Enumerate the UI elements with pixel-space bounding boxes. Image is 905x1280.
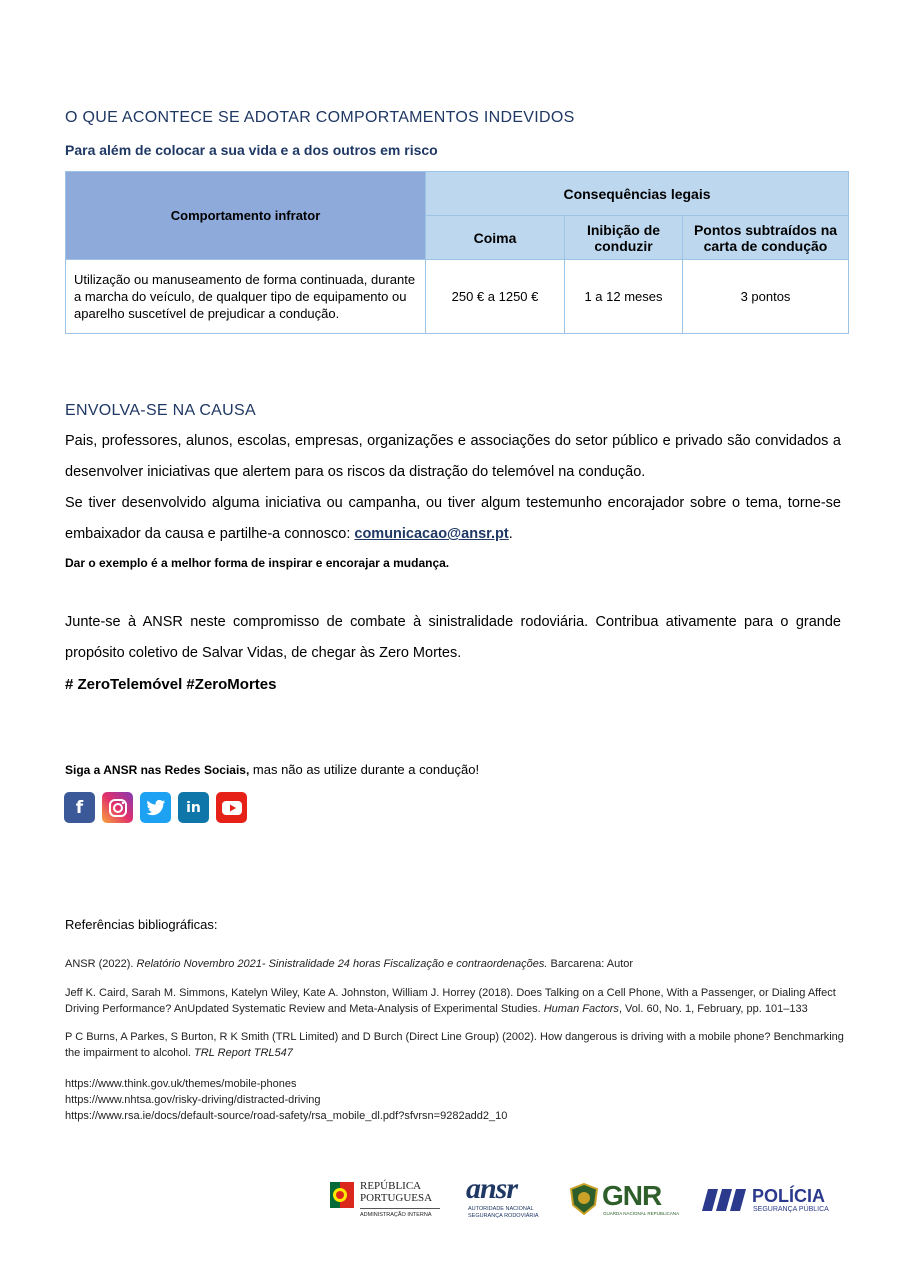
section-subtitle: Para além de colocar a sua vida e a dos outros em risco [65,142,438,158]
hashtags: # ZeroTelemóvel #ZeroMortes [65,676,277,693]
ansr-mark: ansr [466,1172,518,1205]
shield-icon [330,1182,354,1208]
republica-logo [330,1178,442,1224]
behavior-cell: Utilização ou manuseamento de forma continuada, durante a marcha do veículo, de qualquer tipo de equipamento ou aparelho suscetível de prejudicar a condução. [66,260,426,334]
header-points: Pontos subtraídos na carta de condução [683,216,849,260]
social-icons [64,792,247,823]
para-ambassador [65,488,841,550]
facebook-icon[interactable]: f [64,792,95,823]
gnr-mark: GNR [602,1180,662,1211]
gnr-logo [570,1180,685,1220]
twitter-icon[interactable] [140,792,171,823]
ansr-sub1: AUTORIDADE NACIONAL [468,1206,534,1212]
section-title: O QUE ACONTECE SE ADOTAR COMPORTAMENTOS INDEVIDOS [65,109,575,126]
social-bold: Siga a ANSR nas Redes Sociais, [65,763,250,777]
ref1-title: Relatório Novembro 2021- Sinistralidade 24 horas Fiscalização e contraordenações. [136,958,548,970]
rep-line3: ADMINISTRAÇÃO INTERNA [360,1212,432,1218]
points-cell: 3 pontos [683,260,849,334]
psp-sub: SEGURANÇA PÚBLICA [753,1206,829,1213]
gnr-sub: GUARDA NACIONAL REPUBLICANA [603,1211,680,1216]
inhibition-cell: 1 a 12 meses [565,260,683,334]
header-behavior: Comportamento infrator [66,172,426,260]
rep-line2: PORTUGUESA [360,1192,433,1204]
psp-stripes-icon [702,1189,748,1211]
reference-3 [65,1029,845,1061]
rep-line1: REPÚBLICA [360,1180,422,1192]
youtube-icon[interactable] [216,792,247,823]
gnr-emblem-icon [570,1183,598,1215]
header-inhibition: Inibição de conduzir [565,216,683,260]
header-fine: Coima [426,216,565,260]
penalties-table [65,171,849,334]
social-line [65,762,479,777]
references-heading: Referências bibliográficas: [65,917,218,932]
ref2-authors: Jeff K. Caird, Sarah M. Simmons, Katelyn Wiley, Kate A. Johnston, William J. Horrey (2018). Does Talking on a Cell Phone, With a Passenger, or Dialing Affect Driving Performance? AnUpdated Systematic Review and Meta-Analysis of Experimental Studies. [65,987,836,1015]
reference-1 [65,956,845,972]
ref1-publisher: Barcarena: Autor [547,958,634,970]
link-think[interactable]: https://www.think.gov.uk/themes/mobile-phones [65,1078,297,1090]
linkedin-icon[interactable]: in [178,792,209,823]
link-nhtsa[interactable]: https://www.nhtsa.gov/risky-driving/distracted-driving [65,1094,321,1106]
fine-cell: 250 € a 1250 € [426,260,565,334]
bold-line: Dar o exemplo é a melhor forma de inspirar e encorajar a mudança. [65,556,450,570]
section2-title: ENVOLVA-SE NA CAUSA [65,402,256,419]
ref3-authors: P C Burns, A Parkes, S Burton, R K Smith (TRL Limited) and D Burch (Direct Line Group) (2002). How dangerous is driving with a mobile phone? Benchmarking the impairment to alcohol. [65,1031,844,1059]
ansr-logo [466,1172,548,1224]
para-commitment: Junte-se à ANSR neste compromisso de combate à sinistralidade rodoviária. Contribua ativamente para o grande propósito coletivo de Salvar Vidas, de chegar às Zero Mortes. [65,614,841,661]
table-row [66,260,849,334]
email-link[interactable]: comunicacao@ansr.pt [354,526,509,542]
ref2-journal: Human Factors [543,1003,619,1015]
link-rsa[interactable]: https://www.rsa.ie/docs/default-source/road-safety/rsa_mobile_dl.pdf?sfvrsn=9282add2_10 [65,1110,508,1122]
para-invitation: Pais, professores, alunos, escolas, empresas, organizações e associações do setor público e privado são convidados a desenvolver iniciativas que alertem para os riscos da distração do telemóvel na condução. [65,433,841,480]
ref1-authors: ANSR (2022). [65,958,137,970]
reference-2 [65,985,845,1017]
reference-links [65,1076,845,1124]
para-ambassador-text: Se tiver desenvolvido alguma iniciativa ou campanha, ou tiver algum testemunho encorajador sobre o tema, torne-se embaixador da causa e partilhe-a connosco: [65,495,841,542]
ref2-volume: , Vol. 60, No. 1, February, pp. 101–133 [618,1003,808,1015]
ansr-sub2: SEGURANÇA RODOVIÁRIA [468,1213,539,1219]
para-end: . [508,526,513,542]
ref3-report: TRL Report TRL547 [194,1047,293,1059]
header-consequences: Consequências legais [426,172,849,216]
social-rest: mas não as utilize durante a condução! [249,762,480,777]
psp-logo [702,1186,832,1216]
instagram-icon[interactable] [102,792,133,823]
psp-mark: POLÍCIA [752,1186,826,1206]
